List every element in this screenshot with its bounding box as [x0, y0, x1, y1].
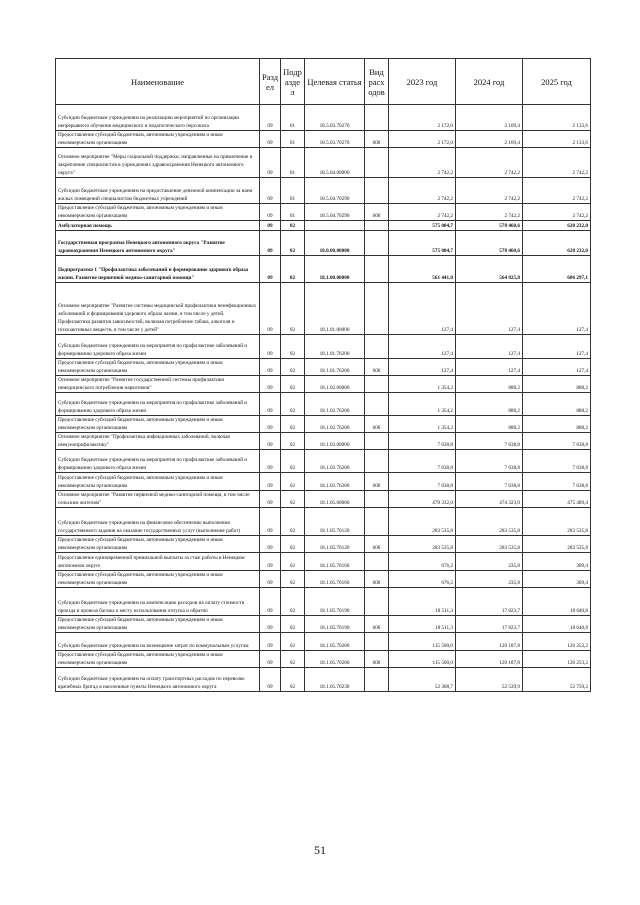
cell-razdel: 09 [260, 433, 281, 450]
cell-name: Предоставление субсидий бюджетным, автономным учреждениям и иным некоммерческим организациям [56, 651, 260, 668]
cell-2025: 475 489,4 [523, 491, 591, 508]
cell-razdel: 09 [260, 359, 281, 376]
cell-razdel: 09 [260, 335, 281, 359]
cell-vid [365, 256, 389, 283]
cell-razdel: 09 [260, 536, 281, 553]
cell-name: Субсидии бюджетным учреждениям на реализацию мероприятий по организации непрерывного обучения медицинского и педагогического персонала [56, 105, 260, 131]
cell-2024: 474 323,0 [456, 491, 523, 508]
cell-2025: 127,4 [523, 359, 591, 376]
cell-vid [365, 231, 389, 256]
cell-2023: 18 511,3 [389, 616, 456, 633]
cell-target: 18.5.03.70270 [305, 131, 365, 148]
cell-2025: 2 742,2 [523, 148, 591, 178]
cell-vid [365, 553, 389, 571]
cell-razdel: 09 [260, 148, 281, 178]
cell-razdel: 09 [260, 588, 281, 616]
cell-2024: 283 535,8 [456, 508, 523, 536]
cell-vid: 600 [365, 536, 389, 553]
cell-razdel: 09 [260, 450, 281, 473]
cell-2024: 2 169,4 [456, 105, 523, 131]
cell-2025: 888,2 [523, 376, 591, 393]
cell-2024: 578 460,6 [456, 221, 523, 231]
cell-name: Основное мероприятие "Развитие государственной системы профилактики немедицинского потребления наркотиков" [56, 376, 260, 393]
cell-2023: 676,2 [389, 553, 456, 571]
table-row [56, 231, 591, 256]
cell-podrazdel: 02 [281, 536, 305, 553]
cell-razdel: 09 [260, 571, 281, 588]
cell-2024: 578 460,6 [456, 231, 523, 256]
table-row [56, 473, 591, 491]
table-row [56, 588, 591, 616]
cell-2024: 235,8 [456, 571, 523, 588]
cell-target: 18.1.03.76200 [305, 473, 365, 491]
cell-name: Предоставление субсидий бюджетным, автономным учреждениям и иным некоммерческим организациям [56, 473, 260, 491]
cell-podrazdel: 02 [281, 221, 305, 231]
cell-razdel: 09 [260, 416, 281, 433]
cell-target: 18.1.05.70200 [305, 633, 365, 651]
cell-2023: 7 638,8 [389, 450, 456, 473]
table-row [56, 633, 591, 651]
cell-2024: 17 823,7 [456, 616, 523, 633]
cell-target: 18.1.01.76200 [305, 335, 365, 359]
cell-razdel: 09 [260, 283, 281, 335]
cell-2025: 7 638,8 [523, 473, 591, 491]
cell-podrazdel: 02 [281, 616, 305, 633]
cell-target: 18.1.05.70160 [305, 553, 365, 571]
cell-2025: 606 297,1 [523, 256, 591, 283]
cell-razdel: 09 [260, 231, 281, 256]
cell-razdel: 09 [260, 204, 281, 221]
cell-podrazdel: 02 [281, 376, 305, 393]
cell-vid [365, 633, 389, 651]
cell-vid: 600 [365, 131, 389, 148]
cell-vid [365, 283, 389, 335]
cell-2023: 7 638,8 [389, 433, 456, 450]
cell-2024: 7 638,8 [456, 433, 523, 450]
cell-2023: 127,4 [389, 335, 456, 359]
cell-2025: 620 232,0 [523, 221, 591, 231]
cell-target: 18.1.05.76230 [305, 668, 365, 692]
table-row [56, 283, 591, 335]
cell-2024: 7 638,8 [456, 450, 523, 473]
cell-2024: 17 823,7 [456, 588, 523, 616]
cell-2024: 120 187,8 [456, 651, 523, 668]
cell-razdel: 09 [260, 221, 281, 231]
cell-name: Субсидии бюджетным учреждениям на мероприятия по профилактике заболеваний и формированию здорового образа жизни [56, 393, 260, 416]
cell-vid [365, 508, 389, 536]
cell-razdel: 09 [260, 491, 281, 508]
cell-2023: 7 638,8 [389, 473, 456, 491]
cell-podrazdel: 02 [281, 393, 305, 416]
cell-name: Предоставление субсидий бюджетным, автономным учреждениям и иным некоммерческим организациям [56, 131, 260, 148]
cell-target: 18.1.05.70190 [305, 616, 365, 633]
table-row [56, 571, 591, 588]
cell-2025: 283 535,8 [523, 508, 591, 536]
cell-razdel: 09 [260, 651, 281, 668]
table-row [56, 148, 591, 178]
cell-2023: 1 354,2 [389, 376, 456, 393]
cell-podrazdel: 02 [281, 633, 305, 651]
cell-2025: 7 638,8 [523, 450, 591, 473]
cell-razdel: 09 [260, 105, 281, 131]
table-row [56, 433, 591, 450]
cell-podrazdel: 02 [281, 651, 305, 668]
cell-2023: 575 004,7 [389, 221, 456, 231]
cell-vid: 600 [365, 616, 389, 633]
cell-name: Основное мероприятие "Развитие системы медицинской профилактики неинфекционных заболеваний и формирования здорового образа жизни, в том числе у детей. Профилактика развития зависимостей, включая потребление табака, алкоголя и психоактивных веществ, в том числе у детей" [56, 283, 260, 335]
table-row [56, 105, 591, 131]
cell-target: 18.5.04.00000 [305, 148, 365, 178]
cell-target: 18.1.02.76200 [305, 393, 365, 416]
cell-2023: 1 354,2 [389, 416, 456, 433]
cell-2025: 2 742,2 [523, 178, 591, 204]
cell-name: Предоставление субсидий бюджетным, автономным учреждениям и иным некоммерческим организациям [56, 359, 260, 376]
cell-target: 18.1.01.76200 [305, 359, 365, 376]
table-row [56, 416, 591, 433]
cell-razdel: 09 [260, 633, 281, 651]
cell-podrazdel: 02 [281, 588, 305, 616]
cell-razdel: 09 [260, 668, 281, 692]
table-body [56, 105, 591, 692]
header-vid: Вид расх одов [365, 59, 389, 105]
cell-2025: 120 253,2 [523, 651, 591, 668]
cell-target: 18.1.02.00000 [305, 376, 365, 393]
cell-2024: 2 742,2 [456, 204, 523, 221]
cell-name: Подпрограмма 1 "Профилактика заболеваний и формирование здорового образа жизни. Развитие первичной медико-санитарной помощи" [56, 256, 260, 283]
header-target: Целевая статья [305, 59, 365, 105]
cell-name: Предоставление субсидий бюджетным, автономным учреждениям и иным некоммерческим организациям [56, 416, 260, 433]
cell-podrazdel: 02 [281, 335, 305, 359]
cell-2023: 676,2 [389, 571, 456, 588]
cell-vid: 600 [365, 204, 389, 221]
cell-target: 18.1.05.70190 [305, 588, 365, 616]
cell-2025: 2 133,6 [523, 105, 591, 131]
cell-vid [365, 433, 389, 450]
cell-name: Предоставление субсидий бюджетным, автономным учреждениям и иным некоммерческим организациям [56, 571, 260, 588]
cell-podrazdel: 01 [281, 148, 305, 178]
cell-target: 18.1.05.70160 [305, 571, 365, 588]
cell-name: Предоставление единовременной премиальной выплаты за стаж работы в Ненецком автономном округе [56, 553, 260, 571]
cell-2024: 2 169,4 [456, 131, 523, 148]
cell-name: Амбулаторная помощь [56, 221, 260, 231]
cell-vid: 600 [365, 473, 389, 491]
cell-vid: 600 [365, 571, 389, 588]
cell-2025: 620 232,0 [523, 231, 591, 256]
cell-podrazdel: 01 [281, 204, 305, 221]
cell-target: 18.1.05.70120 [305, 508, 365, 536]
cell-vid: 600 [365, 359, 389, 376]
cell-name: Субсидии бюджетным учреждениям на возмещение затрат по коммунальным услугам [56, 633, 260, 651]
cell-2025: 52 750,2 [523, 668, 591, 692]
cell-vid [365, 376, 389, 393]
cell-podrazdel: 01 [281, 105, 305, 131]
cell-razdel: 09 [260, 473, 281, 491]
cell-target: 18.1.03.76200 [305, 450, 365, 473]
table-row [56, 131, 591, 148]
cell-name: Государственная программа Ненецкого автономного округа "Развитие здравоохранения Ненецкого автономного округа" [56, 231, 260, 256]
header-podrazdel: Подр азде л [281, 59, 305, 105]
cell-podrazdel: 02 [281, 571, 305, 588]
cell-razdel: 09 [260, 393, 281, 416]
cell-2025: 120 253,2 [523, 633, 591, 651]
cell-podrazdel: 02 [281, 473, 305, 491]
cell-razdel: 09 [260, 256, 281, 283]
cell-vid: 600 [365, 416, 389, 433]
cell-2024: 2 742,2 [456, 148, 523, 178]
cell-podrazdel: 01 [281, 178, 305, 204]
cell-2025: 888,2 [523, 393, 591, 416]
cell-2024: 888,2 [456, 376, 523, 393]
cell-target: 18.1.02.76200 [305, 416, 365, 433]
cell-target: 18.5.04.70290 [305, 204, 365, 221]
cell-2023: 283 535,8 [389, 536, 456, 553]
cell-vid [365, 105, 389, 131]
cell-2024: 235,8 [456, 553, 523, 571]
cell-razdel: 09 [260, 553, 281, 571]
cell-podrazdel: 02 [281, 668, 305, 692]
cell-2023: 115 500,0 [389, 633, 456, 651]
cell-name: Предоставление субсидий бюджетным, автономным учреждениям и иным некоммерческим организациям [56, 616, 260, 633]
cell-razdel: 09 [260, 508, 281, 536]
cell-vid [365, 450, 389, 473]
cell-target: 18.5.03.70270 [305, 105, 365, 131]
cell-target: 18.1.05.70200 [305, 651, 365, 668]
cell-2025: 888,2 [523, 416, 591, 433]
cell-2023: 2 742,2 [389, 148, 456, 178]
cell-2024: 120 187,8 [456, 633, 523, 651]
cell-2024: 888,2 [456, 393, 523, 416]
cell-2025: 309,4 [523, 553, 591, 571]
table-row [56, 221, 591, 231]
cell-2023: 115 500,0 [389, 651, 456, 668]
cell-2024: 127,4 [456, 359, 523, 376]
cell-podrazdel: 02 [281, 231, 305, 256]
cell-2023: 127,4 [389, 359, 456, 376]
cell-podrazdel: 02 [281, 283, 305, 335]
table-row [56, 450, 591, 473]
cell-vid [365, 221, 389, 231]
cell-2023: 470 332,0 [389, 491, 456, 508]
cell-target: 18.1.05.70120 [305, 536, 365, 553]
cell-2023: 575 004,7 [389, 231, 456, 256]
table-row [56, 651, 591, 668]
cell-2023: 127,4 [389, 283, 456, 335]
table-header-row [56, 59, 591, 105]
cell-vid [365, 178, 389, 204]
table-row [56, 178, 591, 204]
cell-2023: 283 535,8 [389, 508, 456, 536]
table-row [56, 491, 591, 508]
cell-name: Субсидии бюджетным учреждениям на оплату транспортных расходов по перевозке врачебных бригад в населенные пункты Ненецкого автономного округа [56, 668, 260, 692]
cell-2023: 52 308,7 [389, 668, 456, 692]
cell-razdel: 09 [260, 376, 281, 393]
cell-name: Субсидии бюджетным учреждениям на мероприятия по профилактике заболеваний и формированию здорового образа жизни [56, 450, 260, 473]
cell-name: Субсидии бюджетным учреждениям на предоставление денежной компенсации за наем жилых помещений специалистам бюджетных учреждений [56, 178, 260, 204]
cell-podrazdel: 02 [281, 433, 305, 450]
cell-podrazdel: 02 [281, 491, 305, 508]
cell-2025: 309,4 [523, 571, 591, 588]
cell-target: 18.1.00.00000 [305, 256, 365, 283]
cell-2025: 7 638,8 [523, 433, 591, 450]
cell-podrazdel: 02 [281, 359, 305, 376]
cell-2025: 127,4 [523, 335, 591, 359]
cell-razdel: 09 [260, 616, 281, 633]
cell-vid [365, 668, 389, 692]
cell-name: Основное мероприятие "Профилактика инфекционных заболеваний, включая иммунопрофилактику" [56, 433, 260, 450]
budget-table-container [55, 58, 590, 692]
cell-2025: 127,4 [523, 283, 591, 335]
table-row [56, 616, 591, 633]
cell-vid [365, 491, 389, 508]
table-row [56, 359, 591, 376]
cell-vid [365, 588, 389, 616]
cell-2024: 564 825,8 [456, 256, 523, 283]
cell-2023: 2 742,2 [389, 204, 456, 221]
cell-razdel: 09 [260, 131, 281, 148]
cell-2025: 18 640,8 [523, 588, 591, 616]
header-razdel: Разд ел [260, 59, 281, 105]
cell-2025: 283 535,8 [523, 536, 591, 553]
cell-target [305, 221, 365, 231]
cell-2024: 127,4 [456, 283, 523, 335]
table-row [56, 553, 591, 571]
cell-podrazdel: 02 [281, 553, 305, 571]
cell-2024: 52 539,9 [456, 668, 523, 692]
cell-vid [365, 335, 389, 359]
cell-name: Субсидии бюджетным учреждениям на финансовое обеспечение выполнения государственного задания на оказание государственных услуг (выполнение работ) [56, 508, 260, 536]
header-2024: 2024 год [456, 59, 523, 105]
cell-2025: 2 742,2 [523, 204, 591, 221]
cell-name: Предоставление субсидий бюджетным, автономным учреждениям и иным некоммерческим организациям [56, 204, 260, 221]
cell-podrazdel: 01 [281, 131, 305, 148]
cell-target: 18.1.05.00000 [305, 491, 365, 508]
cell-target: 18.5.04.70290 [305, 178, 365, 204]
cell-2024: 283 535,8 [456, 536, 523, 553]
cell-2023: 2 742,2 [389, 178, 456, 204]
cell-name: Предоставление субсидий бюджетным, автономным учреждениям и иным некоммерческим организациям [56, 536, 260, 553]
cell-2023: 2 172,0 [389, 105, 456, 131]
cell-2024: 7 638,8 [456, 473, 523, 491]
cell-target: 18.1.03.00000 [305, 433, 365, 450]
table-row [56, 536, 591, 553]
cell-name: Основное мероприятие "Меры социальной поддержки, направленные на привлечение и закрепление специалистов в учреждениях здравоохранения Ненецкого автономного округа" [56, 148, 260, 178]
table-row [56, 204, 591, 221]
cell-2024: 888,2 [456, 416, 523, 433]
cell-target: 18.0.00.00000 [305, 231, 365, 256]
page-number: 51 [314, 843, 326, 857]
cell-target: 18.1.01.00000 [305, 283, 365, 335]
cell-vid [365, 393, 389, 416]
header-name: Наименование [56, 59, 260, 105]
table-row [56, 256, 591, 283]
cell-podrazdel: 02 [281, 508, 305, 536]
cell-2025: 18 640,8 [523, 616, 591, 633]
cell-2023: 1 354,2 [389, 393, 456, 416]
cell-2023: 561 441,0 [389, 256, 456, 283]
cell-name: Основное мероприятие "Развитие первичной медико-санитарной помощи, в том числе сельским жителям" [56, 491, 260, 508]
table-row [56, 668, 591, 692]
cell-podrazdel: 02 [281, 450, 305, 473]
table-row [56, 508, 591, 536]
table-row [56, 393, 591, 416]
table-row [56, 335, 591, 359]
cell-podrazdel: 02 [281, 416, 305, 433]
header-2025: 2025 год [523, 59, 591, 105]
table-row [56, 376, 591, 393]
cell-2023: 18 511,3 [389, 588, 456, 616]
cell-vid [365, 148, 389, 178]
cell-2024: 127,4 [456, 335, 523, 359]
cell-podrazdel: 02 [281, 256, 305, 283]
cell-2025: 2 133,6 [523, 131, 591, 148]
cell-2023: 2 172,0 [389, 131, 456, 148]
cell-vid: 600 [365, 651, 389, 668]
cell-name: Субсидии бюджетным учреждениям на мероприятия по профилактике заболеваний и формированию здорового образа жизни [56, 335, 260, 359]
cell-razdel: 09 [260, 178, 281, 204]
cell-2024: 2 742,2 [456, 178, 523, 204]
cell-name: Субсидии бюджетным учреждениям на компенсацию расходов на оплату стоимости проезда и провоза багажа к месту использования отпуска и обратно [56, 588, 260, 616]
header-2023: 2023 год [389, 59, 456, 105]
budget-table [55, 58, 591, 692]
